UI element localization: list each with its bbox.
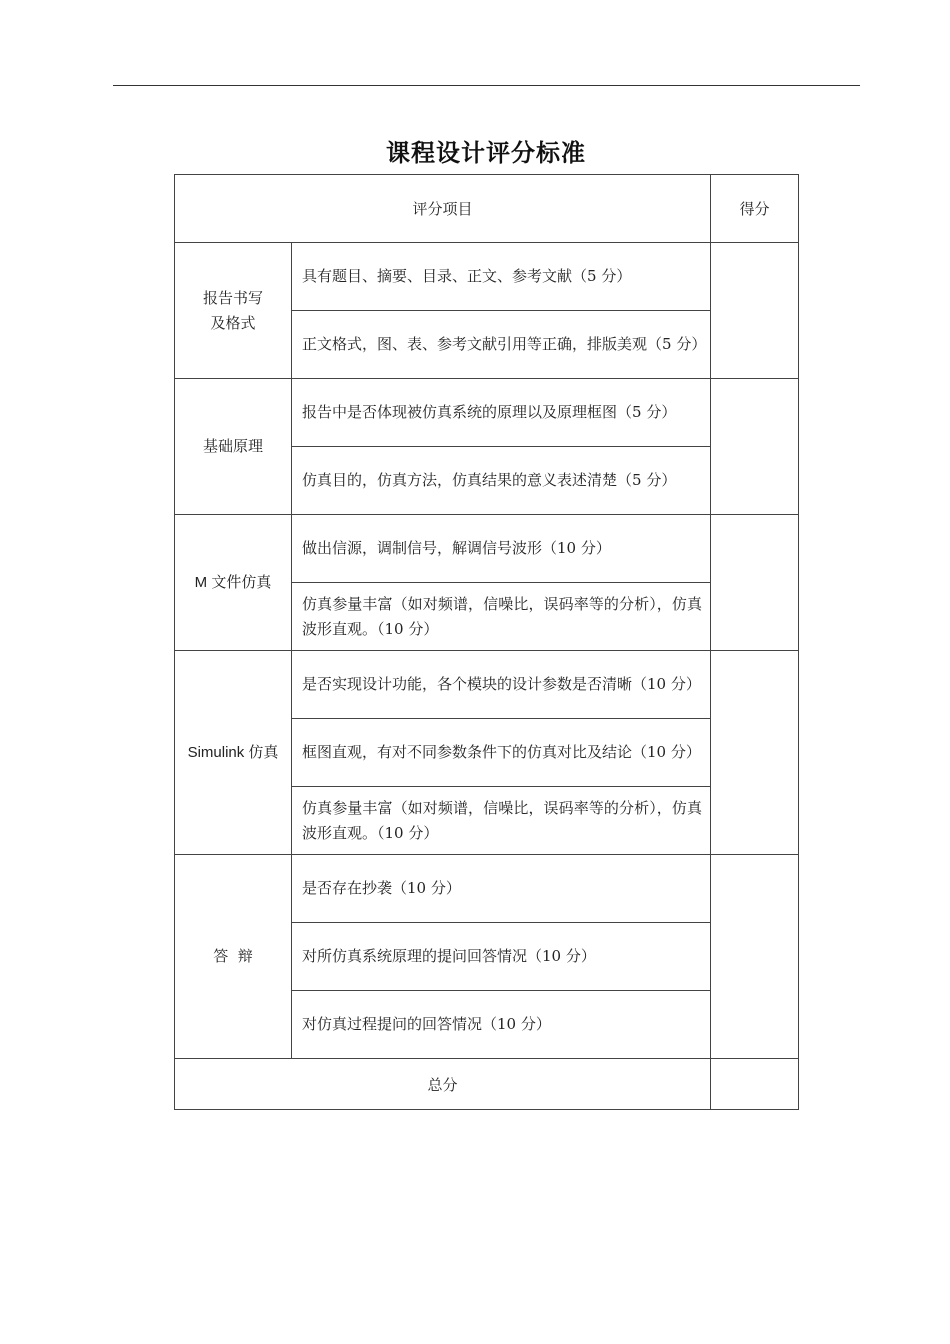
category-cell <box>175 243 292 379</box>
header-score: 得分 <box>711 175 799 243</box>
criterion-cell: 具有题目、摘要、目录、正文、参考文献（5 分） <box>292 243 711 311</box>
table-row <box>175 379 799 447</box>
category-label: 答 辩 <box>175 855 292 1059</box>
category-label: 基础原理 <box>175 379 292 515</box>
page-title: 课程设计评分标准 <box>386 138 586 167</box>
criterion-cell: 仿真参量丰富（如对频谱，信噪比，误码率等的分析），仿真波形直观。（10 分） <box>292 583 711 651</box>
score-cell[interactable] <box>711 243 799 379</box>
total-label: 总分 <box>175 1059 711 1110</box>
score-cell[interactable] <box>711 855 799 1059</box>
criterion-cell: 对所仿真系统原理的提问回答情况（10 分） <box>292 923 711 991</box>
header-item: 评分项目 <box>175 175 711 243</box>
criterion-cell: 对仿真过程提问的回答情况（10 分） <box>292 991 711 1059</box>
total-score-cell[interactable] <box>711 1059 799 1110</box>
criterion-cell: 报告中是否体现被仿真系统的原理以及原理框图（5 分） <box>292 379 711 447</box>
header-rule <box>113 85 860 86</box>
score-cell[interactable] <box>711 379 799 515</box>
table-row <box>175 855 799 923</box>
criterion-cell: 仿真参量丰富（如对频谱，信噪比，误码率等的分析），仿真波形直观。（10 分） <box>292 787 711 855</box>
table-row <box>175 651 799 719</box>
table-row <box>175 515 799 583</box>
score-cell[interactable] <box>711 515 799 651</box>
grading-table <box>174 174 799 1110</box>
total-row <box>175 1059 799 1110</box>
criterion-cell: 正文格式，图、表、参考文献引用等正确，排版美观（5 分） <box>292 311 711 379</box>
criterion-cell: 仿真目的，仿真方法，仿真结果的意义表述清楚（5 分） <box>292 447 711 515</box>
score-cell[interactable] <box>711 651 799 855</box>
table-row <box>175 243 799 311</box>
category-label: Simulink 仿真 <box>175 651 292 855</box>
category-label: 报告书写及格式 <box>202 288 263 332</box>
table-header-row <box>175 175 799 243</box>
criterion-cell: 框图直观，有对不同参数条件下的仿真对比及结论（10 分） <box>292 719 711 787</box>
criterion-cell: 是否实现设计功能，各个模块的设计参数是否清晰（10 分） <box>292 651 711 719</box>
category-label: M 文件仿真 <box>175 515 292 651</box>
criterion-cell: 是否存在抄袭（10 分） <box>292 855 711 923</box>
criterion-cell: 做出信源，调制信号，解调信号波形（10 分） <box>292 515 711 583</box>
